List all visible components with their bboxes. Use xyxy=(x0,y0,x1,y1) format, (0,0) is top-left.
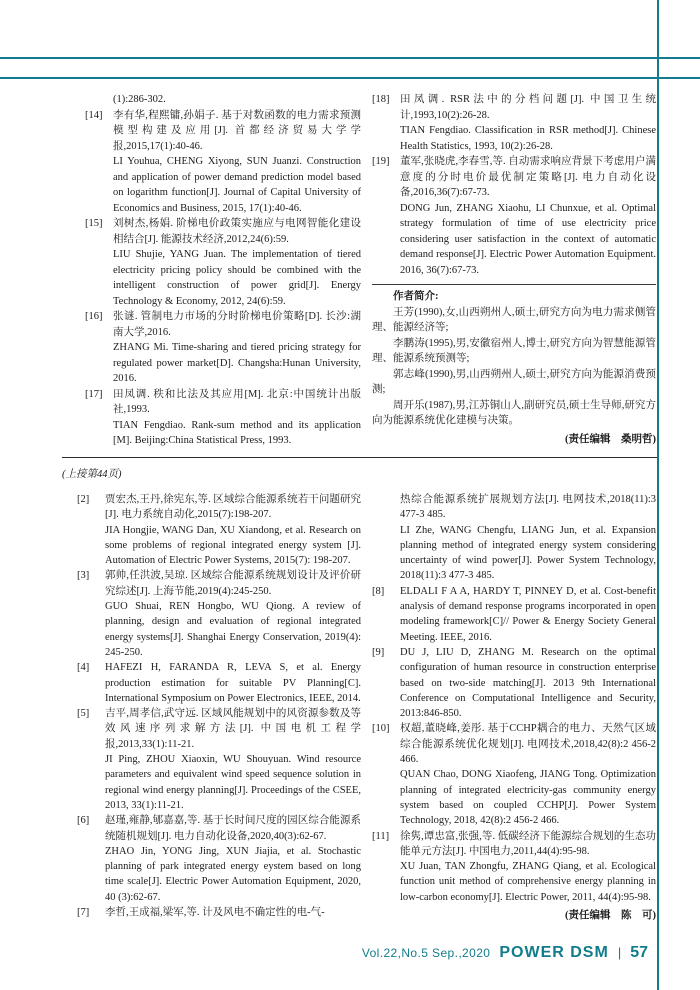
author-bio-entry: 王芳(1990),女,山西朔州人,硕士,研究方向为电力需求侧管理、能源经济等; xyxy=(372,306,656,333)
reference-number: [4] xyxy=(77,662,90,674)
reference-text: ZHAO Jin, YONG Jing, XUN Jiajia, et al. Stochastic planning of park integrated energy eystem based on long time scale[J]. Electric Power Automation Equipment, 2020, 40 (3):62-67. xyxy=(105,845,361,903)
reference-body xyxy=(400,92,656,154)
top-rule-upper xyxy=(0,57,700,59)
reference-number: [16] xyxy=(85,311,103,322)
reference-entry xyxy=(77,568,361,660)
reference-text: 权超,董晓峰,姜彤. 基于CCHP耦合的电力、天然气区域综合能源系统优化规划[J]. 电网技术,2018,42(8):2 456-2 466. xyxy=(400,723,656,766)
reference-body xyxy=(113,92,361,108)
reference-number: [2] xyxy=(77,494,90,505)
reference-number xyxy=(85,92,113,108)
reference-body xyxy=(400,645,656,721)
reference-entry xyxy=(85,92,361,108)
reference-number: [10] xyxy=(372,723,390,735)
reference-entry xyxy=(77,660,361,706)
reference-text: TIAN Fengdiao. Rank-sum method and its application [M]. Beijing:China Statistical Press, 1993. xyxy=(113,419,361,446)
reference-entry xyxy=(85,309,361,387)
reference-entry xyxy=(372,645,656,721)
reference-text: JIA Hongjie, WANG Dan, XU Xiandong, et al. Research on some problems of regional integrated energy system [J]. Automation of Electric Power Systems, 2015(7): 198-207. xyxy=(105,524,361,567)
top-rule-lower xyxy=(0,77,700,79)
bottom-right-column xyxy=(372,492,656,923)
footer-journal-brand: POWER DSM xyxy=(499,944,609,961)
reference-number: [6] xyxy=(77,815,90,827)
right-margin-rule xyxy=(657,0,659,990)
reference-entry xyxy=(85,108,361,217)
reference-body xyxy=(400,492,656,584)
reference-text: 田凤调. RSR法中的分档问题[J]. 中国卫生统计,1993,10(2):26-28. xyxy=(400,94,656,121)
reference-text: TIAN Fengdiao. Classification in RSR method[J]. Chinese Health Statistics, 1993, 10(2):26-28. xyxy=(400,125,656,152)
reference-text: QUAN Chao, DONG Xiaofeng, JIANG Tong. Optimization planning of integrated electricity-gas community energy system based on coupled CCHP[J]. Power System Technology, 2018, 42(8):2 456-2 466. xyxy=(400,769,656,827)
reference-entry xyxy=(85,387,361,449)
reference-entry xyxy=(77,492,361,568)
reference-body xyxy=(105,568,361,660)
reference-entry xyxy=(77,905,361,920)
reference-text: LIU Shujie, YANG Juan. The implementation of tiered electricity pricing policy should be combined with the intelligent construction of power grid[J]. Energy Technology & Economy, 2012, 24(6):59. xyxy=(113,249,361,307)
reference-body xyxy=(400,154,656,278)
reference-text: JI Ping, ZHOU Xiaoxin, WU Shouyuan. Wind resource parameters and equivalent wind speed sequence solution in regional wind energy planning[J]. Proceedings of the CSEE, 2013, 33(1):11-21. xyxy=(105,754,361,811)
reference-text: LI Zhe, WANG Chengfu, LIANG Jun, et al. Expansion planning method of integrated energy system considering uncertainty of wind power[J]. Power System Technology, 2018(11):3 477-3 485. xyxy=(400,524,656,582)
reference-body xyxy=(400,721,656,828)
reference-body xyxy=(400,584,656,645)
reference-number: [9] xyxy=(372,646,385,658)
page-footer xyxy=(362,944,648,962)
reference-number: [5] xyxy=(77,708,90,720)
reference-entry xyxy=(372,92,656,154)
reference-text: 刘树杰,杨娟. 阶梯电价政策实施应与电网智能化建设相结合[J]. 能源技术经济,2012,24(6):59. xyxy=(113,218,361,245)
reference-entry xyxy=(77,813,361,905)
reference-entry xyxy=(372,584,656,645)
reference-text: (1):286-302. xyxy=(113,94,166,105)
reference-text: DU J, LIU D, ZHANG M. Research on the optimal configuration of human resource in construction enterprise based on two-side matching[J]. 2013 9th International Conference on Computational Intelligence and Security, 2013:846-850. xyxy=(400,646,656,720)
reference-body xyxy=(105,905,361,920)
author-bio-entry: 周开乐(1987),男,江苏铜山人,副研究员,硕士生导师,研究方向为能源系统优化建模与决策。 xyxy=(372,399,656,426)
reference-number: [14] xyxy=(85,109,103,121)
continued-from-note: (上接第44页) xyxy=(62,469,122,480)
reference-text: 董军,张晓虎,李春雪,等. 自动需求响应背景下考虑用户满意度的分时电价最优制定策略[J]. 电力自动化设备,2016,36(7):67-73. xyxy=(400,156,656,198)
reference-text: 张谜. 管制电力市场的分时阶梯电价策略[D]. 长沙:湖南大学,2016. xyxy=(113,311,361,338)
top-right-refs-container xyxy=(372,92,656,278)
bottom-left-column xyxy=(77,492,361,920)
reference-text: 李哲,王成福,梁军,等. 计及风电不确定性的电-气- xyxy=(105,907,325,919)
footer-page-number: 57 xyxy=(630,944,648,961)
reference-text: GUO Shuai, REN Hongbo, WU Qiong. A review of planning, design and evaluation of regional integrated energy systems[J]. Shanghai Energy Conservation, 2019(4): 245-250. xyxy=(105,601,361,658)
author-bio-entry: 郭志峰(1990),男,山西朔州人,硕士,研究方向为能源消费预测; xyxy=(372,368,656,395)
reference-body xyxy=(105,706,361,813)
reference-number: [15] xyxy=(85,218,103,229)
reference-text: 徐隽,谭忠富,张强,等. 低碳经济下能源综合规划的生态功能单元方法[J]. 中国电力,2011,44(4):95-98. xyxy=(400,830,656,857)
reference-text: XU Juan, TAN Zhongfu, ZHANG Qiang, et al. Ecological function unit method of comprehensive energy planning in low-carbon economy[J]. Electric Power, 2011, 44(4):95-98. xyxy=(400,861,656,903)
reference-number: [3] xyxy=(77,570,90,582)
reference-text: 贾宏杰,王丹,徐宪东,等. 区域综合能源系统若干问题研究[J]. 电力系统自动化,2015(7):198-207. xyxy=(105,494,361,521)
reference-text: LI Youhua, CHENG Xiyong, SUN Juanzi. Construction and application of power demand prediction model based on logarithm function[J]. Journal of Capital University of Economics and Business, 2015, 17(1):40-46. xyxy=(113,156,361,214)
reference-number: [19] xyxy=(372,156,390,167)
reference-number: [17] xyxy=(85,388,103,400)
reference-entry xyxy=(372,721,656,828)
footer-issue-info: Vol.22,No.5 Sep.,2020 xyxy=(361,946,491,960)
reference-text: HAFEZI H, FARANDA R, LEVA S, et al. Energy production estimation for suitable PV Planning[C]. International Symposium on Power Electronics, IEEE, 2014. xyxy=(105,662,361,704)
bottom-editor-credit: (责任编辑 陈 可) xyxy=(565,910,656,922)
reference-text: ZHANG Mi. Time-sharing and tiered pricing strategy for regulated power market[D]. Changsha:Hunan University, 2016. xyxy=(113,342,361,384)
reference-number: [8] xyxy=(372,585,385,597)
reference-entry xyxy=(372,154,656,278)
top-left-column xyxy=(85,92,361,449)
reference-text: 田凤调. 秩和比法及其应用[M]. 北京:中国统计出版社,1993. xyxy=(113,388,361,415)
reference-body xyxy=(400,829,656,905)
reference-body xyxy=(113,108,361,217)
bottom-right-refs-container xyxy=(372,492,656,905)
top-editor-credit: (责任编辑 桑明哲) xyxy=(565,433,656,445)
reference-body xyxy=(113,387,361,449)
reference-text: DONG Jun, ZHANG Xiaohu, LI Chunxue, et al. Optimal strategy formulation of time of use electricity price considering user satisfaction in the context of automatic demand response[J]. Electric Power Automation Equipment. 2016, 36(7):67-73. xyxy=(400,202,656,276)
reference-text: ELDALI F A A, HARDY T, PINNEY D, et al. Cost-benefit analysis of demand response programs incorporated in open modeling framework[C]// Power & Energy Society General Meeting. IEEE, 2016. xyxy=(400,585,656,643)
reference-entry xyxy=(85,216,361,309)
reference-number: [7] xyxy=(77,907,90,919)
reference-body xyxy=(113,216,361,309)
author-bio-divider xyxy=(372,284,656,285)
reference-number: [11] xyxy=(372,830,390,842)
reference-text: 赵瑾,雍静,郇嘉嘉,等. 基于长时间尺度的园区综合能源系统随机规划[J]. 电力自动化设备,2020,40(3):62-67. xyxy=(105,815,361,842)
reference-body xyxy=(105,492,361,568)
reference-text: 热综合能源系统扩展规划方法[J]. 电网技术,2018(11):3 477-3 485. xyxy=(400,494,656,521)
reference-entry xyxy=(372,829,656,905)
reference-body xyxy=(113,309,361,387)
section-divider-rule xyxy=(62,457,657,458)
reference-body xyxy=(105,660,361,706)
reference-number xyxy=(372,492,400,584)
reference-text: 李有华,程熙镛,孙娟子. 基于对数函数的电力需求预测模型构建及应用[J]. 首都经济贸易大学学报,2015,17(1):40-46. xyxy=(113,109,361,152)
reference-number: [18] xyxy=(372,94,390,105)
author-bio-entry: 李鹏涛(1995),男,安徽宿州人,博士,研究方向为智慧能源管理、能源系统预测等; xyxy=(372,337,656,364)
reference-entry xyxy=(372,492,656,584)
author-bio-heading: 作者简介: xyxy=(393,291,439,302)
footer-divider-glyph: | xyxy=(617,945,622,960)
reference-text: 郭帅,任洪波,吴琼. 区域综合能源系统规划设计及评价研究综述[J]. 上海节能,2019(4):245-250. xyxy=(105,570,361,597)
reference-entry xyxy=(77,706,361,813)
reference-body xyxy=(105,813,361,905)
top-right-column xyxy=(372,92,656,447)
reference-text: 吉平,周孝信,武守远. 区域风能规划中的风资源参数及等效风速序列求解方法[J]. 中国电机工程学报,2013,33(1):11-21. xyxy=(105,708,361,750)
author-bio-entries xyxy=(372,305,656,429)
